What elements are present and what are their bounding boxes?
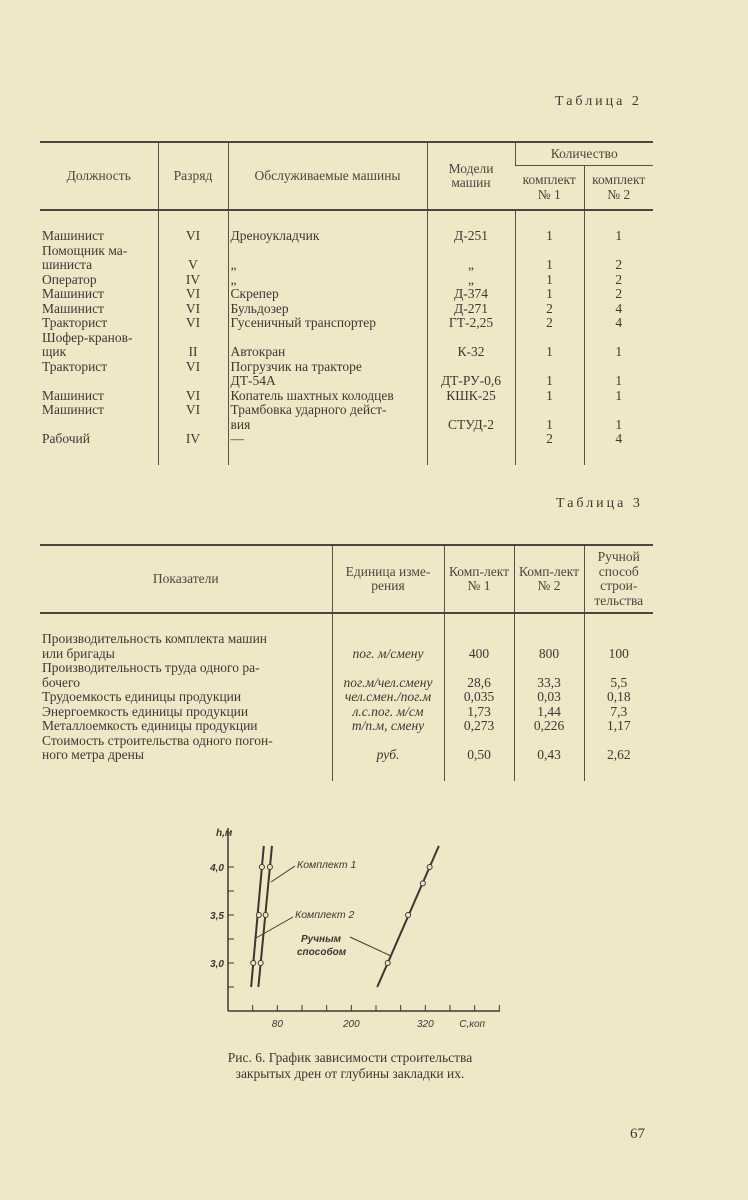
y-tick-label: 3,5	[210, 911, 224, 922]
cell-rank: IV	[158, 432, 228, 447]
cell-rank: VI	[158, 403, 228, 432]
table-row	[40, 661, 653, 690]
data-point	[420, 881, 425, 886]
cell-unit: л.с.пог. м/см	[332, 705, 444, 720]
leader-line	[271, 866, 295, 882]
cell-rank: VI	[158, 316, 228, 331]
cell-set1: 2	[515, 316, 584, 331]
cell-rank: V	[158, 244, 228, 273]
leader-line	[256, 917, 293, 938]
cell-rank: IV	[158, 273, 228, 288]
cell-set1: 1	[515, 403, 584, 432]
cell-position: Машинист	[42, 402, 104, 417]
table-row	[40, 632, 653, 661]
header-machines: Обслуживаемые машины	[228, 142, 427, 210]
header-unit: Единица изме-рения	[332, 545, 444, 613]
data-point	[251, 961, 256, 966]
header-models: Модели машин	[427, 142, 515, 210]
cell-set2: 33,3	[514, 661, 584, 690]
data-point	[267, 865, 272, 870]
x-axis-label: С,коп	[459, 1019, 486, 1030]
leader-line	[350, 937, 391, 956]
header-position: Должность	[40, 142, 158, 210]
cell-model: ДТ-РУ-0,6	[427, 360, 515, 389]
header-quantity: Количество	[515, 142, 653, 166]
depth-cost-chart	[200, 820, 500, 1040]
cell-set1: 28,6	[444, 661, 514, 690]
cell-model	[427, 432, 515, 447]
cell-position: Машинист	[42, 286, 104, 301]
cell-model: „	[427, 273, 515, 288]
series-label: Ручным	[301, 934, 342, 945]
cell-set2: 2	[584, 244, 653, 273]
table-row	[40, 389, 653, 404]
cell-position: Тракторист	[42, 315, 108, 330]
table3-caption: Таблица 3	[556, 496, 643, 511]
cell-set2: 0,226	[514, 719, 584, 734]
cell-set2: 1	[584, 403, 653, 432]
cell-set2: 2	[584, 287, 653, 302]
cell-set1: 1	[515, 389, 584, 404]
cell-machine: Бульдозер	[228, 302, 427, 317]
table-row	[40, 229, 653, 244]
cell-position: Шофер-кранов- щик	[42, 329, 133, 359]
cell-rank: VI	[158, 287, 228, 302]
cell-model: „	[427, 244, 515, 273]
series-label-line2: способом	[297, 947, 347, 958]
cell-set1: 1	[515, 287, 584, 302]
header-set1: Комп-лект № 1	[444, 545, 514, 613]
cell-set2: 2	[584, 273, 653, 288]
series-label: Комплект 1	[297, 859, 357, 871]
table-row	[40, 331, 653, 360]
cell-indicator: Энергоемкость единицы продукции	[42, 703, 249, 719]
cell-model: КШК-25	[427, 389, 515, 404]
cell-position: Тракторист	[42, 358, 108, 374]
cell-set2: 1	[584, 389, 653, 404]
cell-indicator: Производительность комплекта машин или бригады	[42, 631, 268, 661]
y-tick-label: 4,0	[210, 863, 224, 874]
cell-machine: Трамбовка ударного дейст- вия	[228, 403, 427, 432]
cell-set1: 1,73	[444, 705, 514, 720]
cell-machine: Погрузчик на тракторе ДТ-54А	[228, 360, 427, 389]
cell-rank: VI	[158, 389, 228, 404]
cell-unit: пог.м/чел.смену	[332, 661, 444, 690]
cell-set2: 4	[584, 302, 653, 317]
cell-set2: 1,44	[514, 705, 584, 720]
header-manual: Ручной способ строи-тельства	[584, 545, 653, 613]
cell-unit: чел.смен./пог.м	[332, 690, 444, 705]
cell-position: Рабочий	[42, 431, 91, 446]
cell-set1: 1	[515, 331, 584, 360]
cell-machine: Гусеничный транспортер	[228, 316, 427, 331]
cell-machine: Скрепер	[228, 287, 427, 302]
cell-rank: II	[158, 331, 228, 360]
cell-set1: 2	[515, 432, 584, 447]
table-row	[40, 302, 653, 317]
cell-set2: 1	[584, 331, 653, 360]
table-row	[40, 719, 653, 734]
cell-model: Д-271	[427, 302, 515, 317]
cell-machine: Копатель шахтных колодцев	[228, 389, 427, 404]
data-point	[263, 913, 268, 918]
x-tick-label: 80	[271, 1019, 283, 1030]
cell-manual: 2,62	[584, 734, 653, 763]
cell-set1: 1	[515, 273, 584, 288]
cell-position: Машинист	[42, 387, 104, 403]
table-row	[40, 360, 653, 389]
cell-indicator: Трудоемкость единицы продукции	[42, 689, 242, 704]
series-label: Комплект 2	[295, 909, 355, 921]
cell-set1: 2	[515, 302, 584, 317]
cell-set2: 0,43	[514, 734, 584, 763]
table3	[40, 544, 653, 781]
cell-set1: 0,50	[444, 734, 514, 763]
header-set2: комплект № 2	[584, 166, 653, 211]
cell-set2: 800	[514, 632, 584, 661]
cell-position: Машинист	[42, 300, 104, 316]
cell-rank: VI	[158, 360, 228, 389]
header-set2: Комп-лект № 2	[514, 545, 584, 613]
cell-manual: 1,17	[584, 719, 653, 734]
cell-set1: 1	[515, 229, 584, 244]
cell-machine: Дреноукладчик	[228, 229, 427, 244]
cell-manual: 7,3	[584, 705, 653, 720]
cell-set1: 1	[515, 244, 584, 273]
data-point	[406, 913, 411, 918]
table-row	[40, 244, 653, 273]
table-row	[40, 734, 653, 763]
cell-indicator: Металлоемкость единицы продукции	[42, 718, 258, 733]
cell-model: СТУД-2	[427, 403, 515, 432]
page-number: 67	[630, 1126, 645, 1142]
cell-rank: VI	[158, 302, 228, 317]
cell-set1: 0,273	[444, 719, 514, 734]
cell-position: Оператор	[42, 271, 97, 287]
table-row	[40, 287, 653, 302]
table2	[40, 141, 653, 465]
cell-machine: Автокран	[228, 331, 427, 360]
y-tick-label: 3,0	[210, 959, 224, 970]
cell-machine: „	[228, 244, 427, 273]
cell-set2: 1	[584, 360, 653, 389]
figure-caption: Рис. 6. График зависимости строительства закрытых дрен от глубины закладки их.	[227, 1050, 473, 1081]
x-tick-label: 320	[416, 1019, 434, 1030]
cell-model: Д-251	[427, 229, 515, 244]
cell-machine: „	[228, 273, 427, 288]
y-axis-label: h,м	[216, 828, 233, 839]
cell-indicator: Производительность труда одного ра- бочего	[42, 660, 260, 690]
header-set1: комплект № 1	[522, 172, 576, 202]
cell-position: Машинист	[42, 228, 104, 243]
cell-unit: т/п.м, смену	[332, 719, 444, 734]
cell-set2: 4	[584, 432, 653, 447]
cell-rank: VI	[158, 229, 228, 244]
cell-set2: 1	[584, 229, 653, 244]
cell-set2: 0,03	[514, 690, 584, 705]
cell-indicator: Стоимость строительства одного погон- ного метра дрены	[42, 732, 273, 762]
table-row	[40, 403, 653, 432]
header-rank: Разряд	[158, 142, 228, 210]
cell-set1: 400	[444, 632, 514, 661]
table-row	[40, 690, 653, 705]
data-point	[259, 865, 264, 870]
header-indicator: Показатели	[40, 545, 332, 613]
cell-unit: руб.	[332, 734, 444, 763]
table-row	[40, 432, 653, 447]
cell-manual: 5,5	[584, 661, 653, 690]
cell-set1: 1	[515, 360, 584, 389]
table-row	[40, 705, 653, 720]
cell-model: К-32	[427, 331, 515, 360]
cell-manual: 0,18	[584, 690, 653, 705]
data-point	[385, 961, 390, 966]
table2-caption: Таблица 2	[555, 94, 642, 109]
data-point	[256, 913, 261, 918]
cell-set1: 0,035	[444, 690, 514, 705]
cell-set2: 4	[584, 316, 653, 331]
table-row	[40, 273, 653, 288]
x-tick-label: 200	[342, 1019, 360, 1030]
cell-manual: 100	[584, 632, 653, 661]
cell-position: Помощник ма- шиниста	[42, 242, 128, 272]
cell-model: Д-374	[427, 287, 515, 302]
table-row	[40, 316, 653, 331]
data-point	[427, 865, 432, 870]
cell-unit: пог. м/смену	[332, 632, 444, 661]
data-point	[258, 961, 263, 966]
cell-machine: —	[228, 432, 427, 447]
cell-model: ГТ-2,25	[427, 316, 515, 331]
